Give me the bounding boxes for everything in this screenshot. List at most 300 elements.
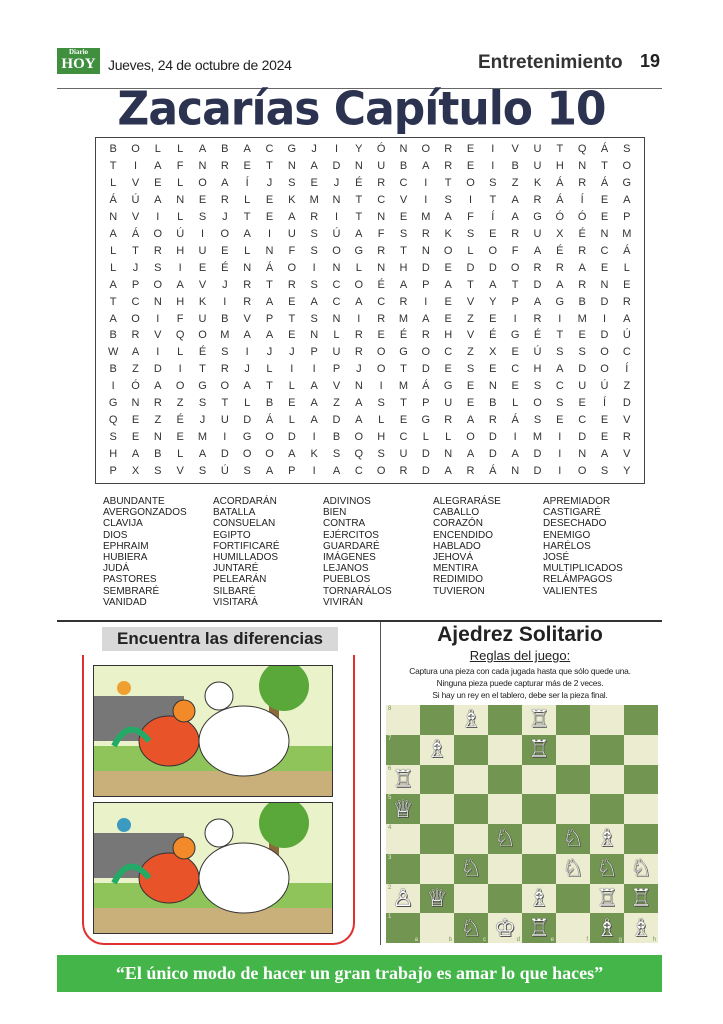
square-f1[interactable] [556,913,590,943]
word-item: SEMBRARÉ [103,585,160,597]
grid-letter: D [332,159,341,172]
square-d1[interactable] [488,913,522,943]
grid-letter: A [221,176,229,189]
grid-letter: U [287,227,296,240]
grid-letter: U [198,244,207,257]
white-queen-icon[interactable]: ♕ [392,795,414,823]
cartoon-rooster-goose [94,666,333,797]
grid-letter: S [310,312,318,325]
white-bishop-icon[interactable]: ♗ [596,914,618,942]
white-rook-icon[interactable]: ♖ [596,884,618,912]
cartoon-rooster-goose [94,803,333,934]
rank-label: 3 [388,854,392,861]
square-b2[interactable] [420,884,454,914]
word-search-grid [95,137,645,484]
grid-letter: V [154,329,162,342]
grid-letter: U [198,312,207,325]
square-g5[interactable] [590,794,624,824]
square-h1[interactable] [624,913,658,943]
grid-letter: S [198,210,207,223]
word-item: BATALLA [213,507,256,519]
word-item: VANIDAD [103,596,147,608]
grid-letter: N [332,261,341,274]
grid-letter: L [445,431,452,444]
grid-letter: I [312,431,316,444]
grid-letter: I [379,380,383,393]
grid-letter: É [176,414,184,427]
word-item: JEHOVÁ [433,552,474,564]
grid-letter: O [577,465,587,478]
grid-letter: I [491,159,495,172]
grid-letter: E [198,261,207,274]
grid-letter: I [491,143,495,155]
grid-letter: A [355,414,363,427]
white-pawn-icon[interactable]: ♙ [392,884,414,912]
grid-letter: B [109,363,117,376]
grid-letter: Q [108,414,118,427]
grid-letter: S [198,465,207,478]
grid-letter: A [154,193,162,206]
white-rook-icon[interactable]: ♖ [528,914,550,942]
square-e7[interactable] [522,735,556,765]
grid-letter: Ú [332,227,341,240]
grid-letter: G [198,380,207,393]
grid-letter: A [265,295,274,308]
square-h6[interactable] [624,765,658,795]
grid-letter: N [332,193,341,206]
grid-letter: H [533,363,542,376]
grid-letter: D [600,329,609,342]
grid-letter: R [131,329,140,342]
square-a5[interactable] [386,794,420,824]
grid-letter: E [600,431,609,444]
rule-text: Captura una pieza con cada jugada hasta que sólo quede una. [409,666,631,676]
grid-letter: S [623,143,631,155]
square-c4[interactable] [454,824,488,854]
grid-letter: J [356,363,362,376]
square-g1[interactable] [590,913,624,943]
grid-letter: S [533,380,542,393]
grid-letter: R [466,465,475,478]
grid-letter: A [623,312,631,325]
grid-letter: A [556,278,564,291]
grid-letter: C [399,431,408,444]
grid-letter: Q [577,143,587,155]
grid-letter: Á [556,193,564,206]
grid-letter: L [288,414,295,427]
grid-letter: A [154,159,162,172]
square-c2[interactable] [454,884,488,914]
grid-letter: V [511,143,519,155]
white-knight-icon[interactable]: ♘ [630,855,652,883]
grid-letter: O [533,397,542,410]
square-b7[interactable] [420,735,454,765]
square-f7[interactable] [556,735,590,765]
grid-letter: R [622,295,631,308]
grid-letter: X [489,346,497,359]
square-c6[interactable] [454,765,488,795]
grid-letter: Í [602,397,607,410]
grid-letter: C [444,346,453,359]
grid-letter: B [265,397,274,410]
grid-letter: F [377,227,385,240]
grid-letter: T [243,210,251,223]
grid-letter: V [332,380,341,393]
grid-letter: O [443,244,453,257]
square-f3[interactable] [556,854,590,884]
grid-letter: E [399,414,408,427]
grid-letter: A [533,244,542,257]
grid-letter: A [355,295,363,308]
grid-letter: I [156,210,160,223]
grid-letter: E [511,346,519,359]
grid-letter: G [443,380,453,393]
grid-letter: U [444,397,453,410]
grid-letter: P [288,465,296,478]
square-a2[interactable] [386,884,420,914]
word-item: RELÁMPAGOS [543,574,613,586]
grid-letter: I [513,312,517,325]
square-a4[interactable] [386,824,420,854]
square-a7[interactable] [386,735,420,765]
white-bishop-icon[interactable]: ♗ [426,736,448,764]
square-f6[interactable] [556,765,590,795]
square-a3[interactable] [386,854,420,884]
grid-letter: I [558,431,562,444]
grid-letter: M [398,380,409,393]
grid-letter: G [242,431,252,444]
square-h2[interactable] [624,884,658,914]
square-h5[interactable] [624,794,658,824]
grid-letter: A [466,414,475,427]
word-column [213,496,323,608]
grid-letter: D [421,465,430,478]
word-item: CONTRA [323,518,366,530]
grid-letter: Z [623,380,631,393]
square-a1[interactable] [386,913,420,943]
grid-letter: A [176,278,184,291]
square-d2[interactable] [488,884,522,914]
grid-letter: S [556,346,564,359]
word-item: ALEGRARÁSE [433,496,501,507]
grid-letter: O [354,431,364,444]
grid-letter: A [131,346,140,359]
grid-letter: L [288,380,295,393]
grid-letter: E [176,431,184,444]
word-column [323,496,433,608]
white-bishop-icon[interactable]: ♗ [460,706,482,734]
grid-letter: K [288,193,296,206]
grid-letter: U [220,414,229,427]
word-item: CASTIGARÉ [543,507,601,519]
square-b8[interactable] [420,705,454,735]
white-knight-icon[interactable]: ♘ [460,914,482,942]
white-king-icon[interactable]: ♔ [494,914,516,942]
white-bishop-icon[interactable]: ♗ [596,825,618,853]
grid-letter: L [177,143,184,155]
grid-letter: A [600,448,609,461]
grid-letter: L [177,448,184,461]
grid-letter: P [422,397,430,410]
grid-letter: N [399,143,408,155]
square-e8[interactable] [522,705,556,735]
grid-letter: N [444,448,453,461]
word-item: ACORDARÁN [213,496,277,507]
word-item: APREMIADOR [543,496,611,507]
white-bishop-icon[interactable]: ♗ [630,914,652,942]
square-d7[interactable] [488,735,522,765]
grid-letter: E [489,363,497,376]
grid-letter: E [466,143,475,155]
white-bishop-icon[interactable]: ♗ [528,884,550,912]
white-knight-icon[interactable]: ♘ [494,825,516,853]
grid-letter: Ú [176,227,185,240]
grid-letter: L [154,143,161,155]
grid-letter: V [131,210,140,223]
grid-letter: O [198,176,207,189]
square-g3[interactable] [590,854,624,884]
grid-letter: I [178,363,182,376]
grid-letter: V [623,448,631,461]
grid-letter: R [533,261,542,274]
square-a6[interactable] [386,765,420,795]
grid-letter: B [511,159,519,172]
section-title: Entretenimiento [478,52,623,73]
grid-letter: Z [511,176,519,189]
grid-letter: J [132,261,139,274]
grid-letter: S [578,346,586,359]
grid-letter: G [622,176,632,189]
grid-letter: É [355,176,363,189]
grid-letter: B [489,397,497,410]
grid-letter: Z [333,397,340,410]
grid-letter: A [399,278,408,291]
grid-letter: Ú [220,465,229,478]
grid-letter: S [310,227,318,240]
grid-letter: M [577,312,587,325]
grid-letter: Y [355,143,363,155]
grid-letter: O [220,380,230,393]
square-e1[interactable] [522,913,556,943]
grid-letter: D [421,448,430,461]
square-b3[interactable] [420,854,454,884]
grid-letter: O [466,431,475,444]
word-item: MULTIPLICADOS [543,563,623,575]
grid-letter: K [198,295,207,308]
grid-letter: P [265,312,274,325]
word-item: CABALLO [433,507,480,519]
grid-letter: C [265,143,274,155]
square-b6[interactable] [420,765,454,795]
square-e3[interactable] [522,854,556,884]
grid-letter: D [153,363,162,376]
grid-letter: P [623,210,631,223]
grid-letter: S [600,465,609,478]
word-item: TORNARÁLOS [323,585,392,597]
grid-letter: D [332,414,341,427]
white-knight-icon[interactable]: ♘ [596,855,618,883]
grid-letter: Y [623,465,631,478]
square-g2[interactable] [590,884,624,914]
square-e2[interactable] [522,884,556,914]
grid-letter: I [156,346,160,359]
square-a8[interactable] [386,705,420,735]
grid-letter: A [533,295,542,308]
white-knight-icon[interactable]: ♘ [562,825,584,853]
grid-letter: I [334,143,339,155]
grid-letter: P [109,465,117,478]
chess-board[interactable] [386,705,658,943]
grid-letter: D [488,261,497,274]
grid-letter: M [622,227,632,240]
grid-letter: E [489,312,497,325]
white-rook-icon[interactable]: ♖ [528,706,550,734]
grid-letter: A [198,448,207,461]
square-d3[interactable] [488,854,522,884]
grid-letter: R [377,312,386,325]
grid-letter: G [421,414,431,427]
square-g7[interactable] [590,735,624,765]
square-d8[interactable] [488,705,522,735]
square-f4[interactable] [556,824,590,854]
grid-letter: T [109,159,117,172]
grid-letter: M [220,329,230,342]
grid-letter: E [556,414,564,427]
grid-letter: O [510,261,520,274]
rank-label: 5 [388,795,392,802]
grid-letter: E [444,295,452,308]
square-b5[interactable] [420,794,454,824]
square-e5[interactable] [522,794,556,824]
grid-letter: L [355,261,362,274]
square-b1[interactable] [420,913,454,943]
grid-letter: R [578,244,587,257]
grid-letter: E [444,363,452,376]
white-queen-icon[interactable]: ♕ [426,884,448,912]
grid-letter: É [533,329,542,342]
grid-letter: E [221,244,229,257]
grid-letter: E [511,380,519,393]
square-d5[interactable] [488,794,522,824]
grid-letter: L [244,244,251,257]
word-column [433,496,543,608]
square-h8[interactable] [624,705,658,735]
page-title: Zacarías Capítulo 10 [117,82,606,137]
square-d4[interactable] [488,824,522,854]
grid-letter: J [222,210,228,223]
square-c5[interactable] [454,794,488,824]
square-h3[interactable] [624,854,658,884]
square-f5[interactable] [556,794,590,824]
grid-letter: E [265,210,274,223]
grid-letter: H [176,244,185,257]
word-item: IMÁGENES [323,552,376,564]
grid-letter: O [220,227,230,240]
grid-letter: C [377,295,386,308]
grid-letter: R [488,414,497,427]
grid-letter: H [109,448,118,461]
grid-letter: A [310,295,318,308]
white-knight-icon[interactable]: ♘ [460,855,482,883]
grid-letter: D [421,261,430,274]
white-rook-icon[interactable]: ♖ [528,736,550,764]
grid-letter: D [421,363,430,376]
rule-text: Si hay un rey en el tablero, debe ser la pieza final. [432,690,608,700]
square-f8[interactable] [556,705,590,735]
grid-letter: R [421,227,430,240]
square-f2[interactable] [556,884,590,914]
grid-letter: L [244,397,251,410]
grid-letter: O [421,143,431,155]
grid-letter: I [223,431,227,444]
grid-letter: T [601,159,608,172]
grid-letter: A [444,465,452,478]
grid-letter: Ú [600,380,609,393]
square-g8[interactable] [590,705,624,735]
square-c7[interactable] [454,735,488,765]
grid-letter: I [200,227,205,240]
square-d6[interactable] [488,765,522,795]
grid-letter: O [488,244,498,257]
grid-letter: O [354,278,364,291]
grid-letter: E [377,329,385,342]
grid-letter: I [558,312,562,325]
file-label: g [618,937,622,943]
rank-label: 1 [388,914,392,921]
grid-letter: R [153,397,162,410]
grid-letter: A [198,143,207,155]
rule-text: Ninguna pieza puede capturar más de 2 veces. [436,678,604,688]
square-g4[interactable] [590,824,624,854]
grid-letter: I [357,312,361,325]
white-rook-icon[interactable]: ♖ [392,765,414,793]
grid-letter: D [488,448,497,461]
grid-letter: C [511,363,520,376]
grid-letter: I [156,312,160,325]
grid-letter: N [153,295,162,308]
square-c1[interactable] [454,913,488,943]
grid-letter: L [110,176,117,189]
square-c3[interactable] [454,854,488,884]
grid-letter: A [109,278,117,291]
grid-letter: M [398,312,409,325]
white-rook-icon[interactable]: ♖ [630,884,652,912]
square-h4[interactable] [624,824,658,854]
grid-letter: T [109,295,117,308]
grid-letter: E [288,397,296,410]
grid-letter: A [310,414,318,427]
square-c8[interactable] [454,705,488,735]
grid-letter: I [223,295,227,308]
grid-letter: C [399,176,408,189]
grid-letter: O [198,329,207,342]
square-g6[interactable] [590,765,624,795]
grid-letter: L [378,414,385,427]
grid-letter: I [111,380,115,393]
square-e6[interactable] [522,765,556,795]
grid-letter: X [131,465,140,478]
white-knight-icon[interactable]: ♘ [562,855,584,883]
square-b4[interactable] [420,824,454,854]
square-e4[interactable] [522,824,556,854]
grid-letter: N [377,261,386,274]
grid-letter: N [488,380,497,393]
word-item: TUVIERON [433,585,485,597]
grid-letter: O [421,346,431,359]
grid-letter: S [533,414,542,427]
grid-letter: Q [175,329,185,342]
square-h7[interactable] [624,735,658,765]
